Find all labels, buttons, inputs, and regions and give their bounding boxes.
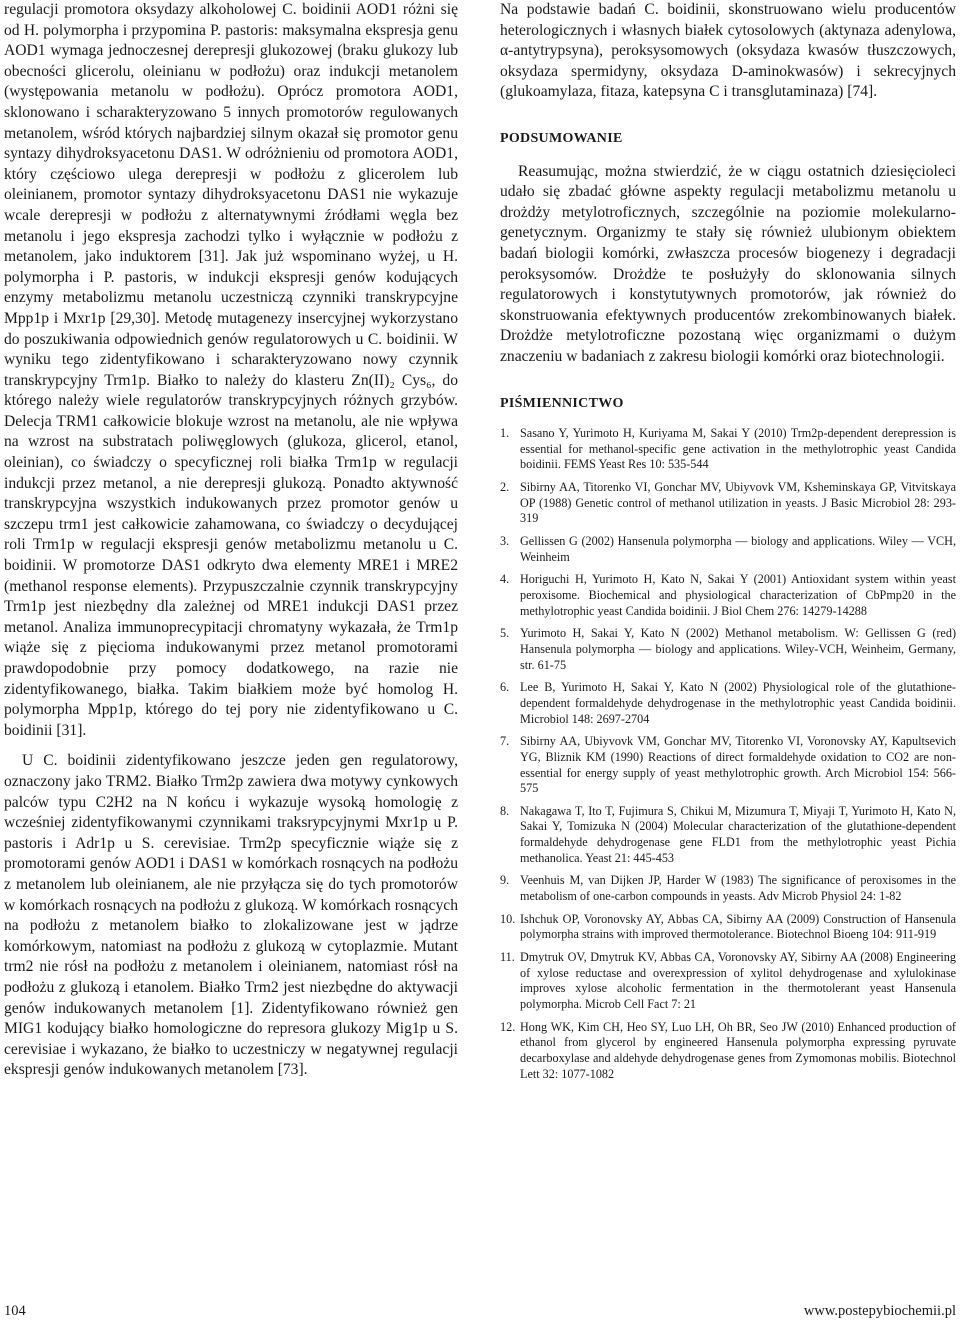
- reference-number: 4.: [500, 572, 510, 587]
- reference-item: [500, 480, 956, 527]
- reference-item: [500, 572, 956, 619]
- reference-number: 12.: [500, 1019, 516, 1034]
- right-column: [500, 0, 956, 1089]
- reference-item: [500, 1020, 956, 1082]
- body-paragraph: regulacji promotora oksydazy alkoholowej C. boidinii AOD1 różni się od H. polymorpha i przypomina P. pastoris: maksymalna ekspresja genu AOD1 wymaga jednoczesnej derepresji glukozowej (braku glukozy lub obecności glicerolu, oleinianu w podłożu) oraz indukcji metanolem (występowania metanolu w podłożu). Oprócz promotora AOD1, sklonowano i scharakteryzowano 5 innych promotorów regulowanych metanolem, wśród których najbardziej silnym okazał się promotor genu syntazy dihydroksyacetonu DAS1. W odróżnieniu od promotora AOD1, który częściowo ulega derepresji w podłożu z glicerolem lub oleinianem, promotor syntazy dihydroksyacetonu DAS1 nie wykazuje wcale derepresji w podłożu z alternatywnymi źródłami węgla bez metanolu i jego ekspresja zachodzi tylko i wyłącznie w podłożu z metanolem, jako induktorem [31]. Jak już wspominano wyżej, u H. polymorpha i P. pastoris, w indukcji ekspresji genów kodujących enzymy metabolizmu metanolu uczestniczą czynniki transkrypcyjne Mpp1p i Mxr1p [29,30]. Metodę mutagenezy insercyjnej wykorzystano do poszukiwania odpowiednich genów regulatorowych u C. boidinii. W wyniku tego zidentyfikowano i scharakteryzowano nowy czynnik transkrypcyjny Trm1p. Białko to należy do klasteru Zn(II)₂ Cys₆, do którego należy wiele regulatorów transkrypcyjnych różnych grzybów. Delecja TRM1 całkowicie blokuje wzrost na metanolu, ale nie wpływa na wzrost na substratach poliwęglowych (glukoza, glicerol, etanol, oleinian), co świadczy o specyficznej roli białka Trm1p w regulacji indukcji przez metanol, a nie derepresji glukozą. Ponadto aktywność transkrypcyjna wszystkich indukowanych przez promotor genów u szczepu trm1 jest całkowicie zahamowana, co świadczy o decydującej roli Trm1p w regulacji ekspresji genów metabolizmu metanolu u C. boidinii. W promotorze DAS1 odkryto dwa elementy MRE1 i MRE2 (methanol response elements). Przypuszczalnie czynnik transkrypcyjny Trm1p jest niezbędny dla zależnej od MRE1 indukcji DAS1 przez metanol. Analiza immunoprecypitacji chromatyny wykazała, że Trm1p wiąże się z pięcioma indukowanymi przez metanol promotorami prawdopodobnie przy pomocy dodatkowego, na razie nie zidentyfikowanego, białka. Takim białkiem może być homolog H. polymorpha Mpp1p, którego do tej pory nie zidentyfikowano u C. boidinii [31].: [4, 1, 458, 739]
- reference-text: Ishchuk OP, Voronovsky AY, Abbas CA, Sibirny AA (2009) Construction of Hansenula polymorpha strains with improved thermotolerance. Biotechnol Bioeng 104: 911-919: [520, 911, 956, 942]
- page-number: 104: [4, 1303, 26, 1319]
- reference-number: 1.: [500, 426, 510, 441]
- reference-text: Veenhuis M, van Dijken JP, Harder W (1983) The significance of peroxisomes in the metabolism of one-carbon compounds in yeasts. Adv Microb Physiol 24: 1-82: [520, 873, 956, 904]
- summary-paragraph: Reasumując, można stwierdzić, że w ciągu ostatnich dziesięcioleci udało się zbadać główne aspekty regulacji metabolizmu metanolu u drożdży metylotroficznych, szczególnie na poziomie molekularno-genetycznym. Organizmy te stały się również ulubionym obiektem badań biologii komórki, zwłaszcza procesów biogenezy i degradacji peroksysomów. Drożdże te posłużyły do sklonowania silnych regulatorowych i konstytutywnych promotorów, jak również do skonstruowania efektywnych producentów zrekombinowanych białek. Drożdże metylotroficzne pozostaną więc organizmami o dużym znaczeniu w badaniach z zakresu biologii komórki oraz biotechnologii.: [500, 162, 956, 365]
- reference-item: [500, 950, 956, 1012]
- body-paragraph: Na podstawie badań C. boidinii, skonstruowano wielu producentów heterologicznych i własnych białek cytosolowych (aktynaza adenylowa, α-antytrypsyna), peroksysomowych (oksydaza kwasów tłuszczowych, oksydaza spermidyny, oksydaza D-aminokwasów) i sekrecyjnych (glukoamylaza, fitaza, katepsyna C i transglutaminaza) [74].: [500, 1, 956, 101]
- reference-text: Dmytruk OV, Dmytruk KV, Abbas CA, Voronovsky AY, Sibirny AA (2008) Engineering of xylose reductase and overexpression of xylitol dehydrogenase and xylulokinase improves xylose alcoholic fermentation in the thermotolerant yeast Hansenula polymorpha. Microb Cell Fact 7: 21: [520, 950, 956, 1011]
- reference-number: 10.: [500, 911, 516, 926]
- reference-text: Sibirny AA, Ubiyvovk VM, Gonchar MV, Titorenko VI, Voronovsky AY, Kapultsevich YG, Bliznik KM (1990) Reactions of direct formaldehyde oxidation to CO2 are non-essential for energy supply of yeast methylotrophic growth. Arch Microbiol 154: 566-575: [520, 734, 956, 796]
- reference-item: [500, 680, 956, 727]
- reference-list: [500, 426, 956, 1082]
- reference-text: Nakagawa T, Ito T, Fujimura S, Chikui M, Mizumura T, Miyaji T, Yurimoto H, Kato N, Sakai Y, Tomizuka N (2004) Molecular characterization of the glutathione-dependent formaldehyde dehydrogenase gene FLD1 from the methylotrophic yeast Pichia methanolica. Yeast 21: 445-453: [520, 803, 956, 865]
- left-column: [4, 0, 458, 1081]
- reference-number: 8.: [500, 803, 510, 818]
- reference-number: 6.: [500, 680, 510, 695]
- reference-number: 2.: [500, 480, 510, 495]
- reference-text: Sibirny AA, Titorenko VI, Gonchar MV, Ubiyvovk VM, Ksheminskaya GP, Vitvitskaya OP (1988) Genetic control of methanol utilization in yeasts. J Basic Microbiol 28: 293-319: [520, 480, 956, 526]
- reference-number: 9.: [500, 873, 510, 888]
- reference-number: 11.: [500, 950, 515, 965]
- references-heading: PIŚMIENNICTWO: [500, 395, 624, 411]
- reference-item: [500, 912, 956, 943]
- body-paragraph: U C. boidinii zidentyfikowano jeszcze jeden gen regulatorowy, oznaczony jako TRM2. Białko Trm2p zawiera dwa motywy cynkowych palców typu C2H2 na N końcu i wykazuje wysoką homologię z wcześniej zidentyfikowanymi czynnikami traksrypcyjnymi Mxr1p u P. pastoris i Adr1p u S. cerevisiae. Trm2p specyficznie wiąże się z promotorami genów AOD1 i DAS1 w komórkach rosnących na podłożu z metanolem lub oleinianem, ale nie przyłącza się do tych promotorów w komórkach rosnących na podłożu z glukozą. W komórkach rosnących na podłożu z metanolem białko to zlokalizowane jest w jądrze komórkowym, natomiast na podłożu z glukozą w cytoplazmie. Mutant trm2 nie rósł na podłożu z metanolem i oleinianem, natomiast rósł na podłożu z glukozą i etanolem. Białko Trm2 jest niezbędne do aktywacji genów indukowanych metanolem [1]. Zidentyfikowano również gen MIG1 kodujący białko homologiczne do represora glukozy Mig1p u S. cerevisiae i wykazano, że białko to uczestniczy w negatywnej regulacji ekspresji genów indukowanych metanolem [73].: [4, 752, 458, 1079]
- reference-text: Hong WK, Kim CH, Heo SY, Luo LH, Oh BR, Seo JW (2010) Enhanced production of ethanol from glycerol by engineered Hansenula polymorpha expressing pyruvate decarboxylase and aldehyde dehydrogenase genes from Zymomonas mobilis. Biotechnol Lett 32: 1077-1082: [520, 1019, 956, 1081]
- reference-item: [500, 626, 956, 673]
- reference-item: [500, 873, 956, 904]
- summary-heading: PODSUMOWANIE: [500, 130, 623, 146]
- reference-number: 7.: [500, 734, 510, 749]
- reference-item: [500, 734, 956, 796]
- reference-text: Yurimoto H, Sakai Y, Kato N (2002) Methanol metabolism. W: Gellissen G (red) Hansenula polymorpha — biology and applications. Wiley-VCH, Weinheim, Germany, str. 61-75: [520, 626, 956, 672]
- reference-item: [500, 804, 956, 866]
- journal-website: www.postepybiochemii.pl: [803, 1303, 956, 1319]
- reference-text: Horiguchi H, Yurimoto H, Kato N, Sakai Y (2001) Antioxidant system within yeast peroxisome. Biochemical and physiological characterization of CbPmp20 in the methylotrophic yeast Candida boidinii. J Biol Chem 276: 14279-14288: [520, 572, 956, 618]
- reference-text: Gellissen G (2002) Hansenula polymorpha — biology and applications. Wiley — VCH, Weinheim: [520, 534, 956, 564]
- reference-item: [500, 534, 956, 565]
- reference-number: 3.: [500, 534, 510, 549]
- reference-item: [500, 426, 956, 473]
- reference-number: 5.: [500, 626, 510, 641]
- reference-text: Sasano Y, Yurimoto H, Kuriyama M, Sakai Y (2010) Trm2p-dependent derepression is essential for methanol-specific gene activation in the methylotrophic yeast Candida boidinii. FEMS Yeast Res 10: 535-544: [520, 426, 956, 472]
- reference-text: Lee B, Yurimoto H, Sakai Y, Kato N (2002) Physiological role of the glutathione-dependent formaldehyde dehydrogenase in the methylotrophic yeast Candida boidinii. Microbiol 148: 2697-2704: [520, 680, 956, 726]
